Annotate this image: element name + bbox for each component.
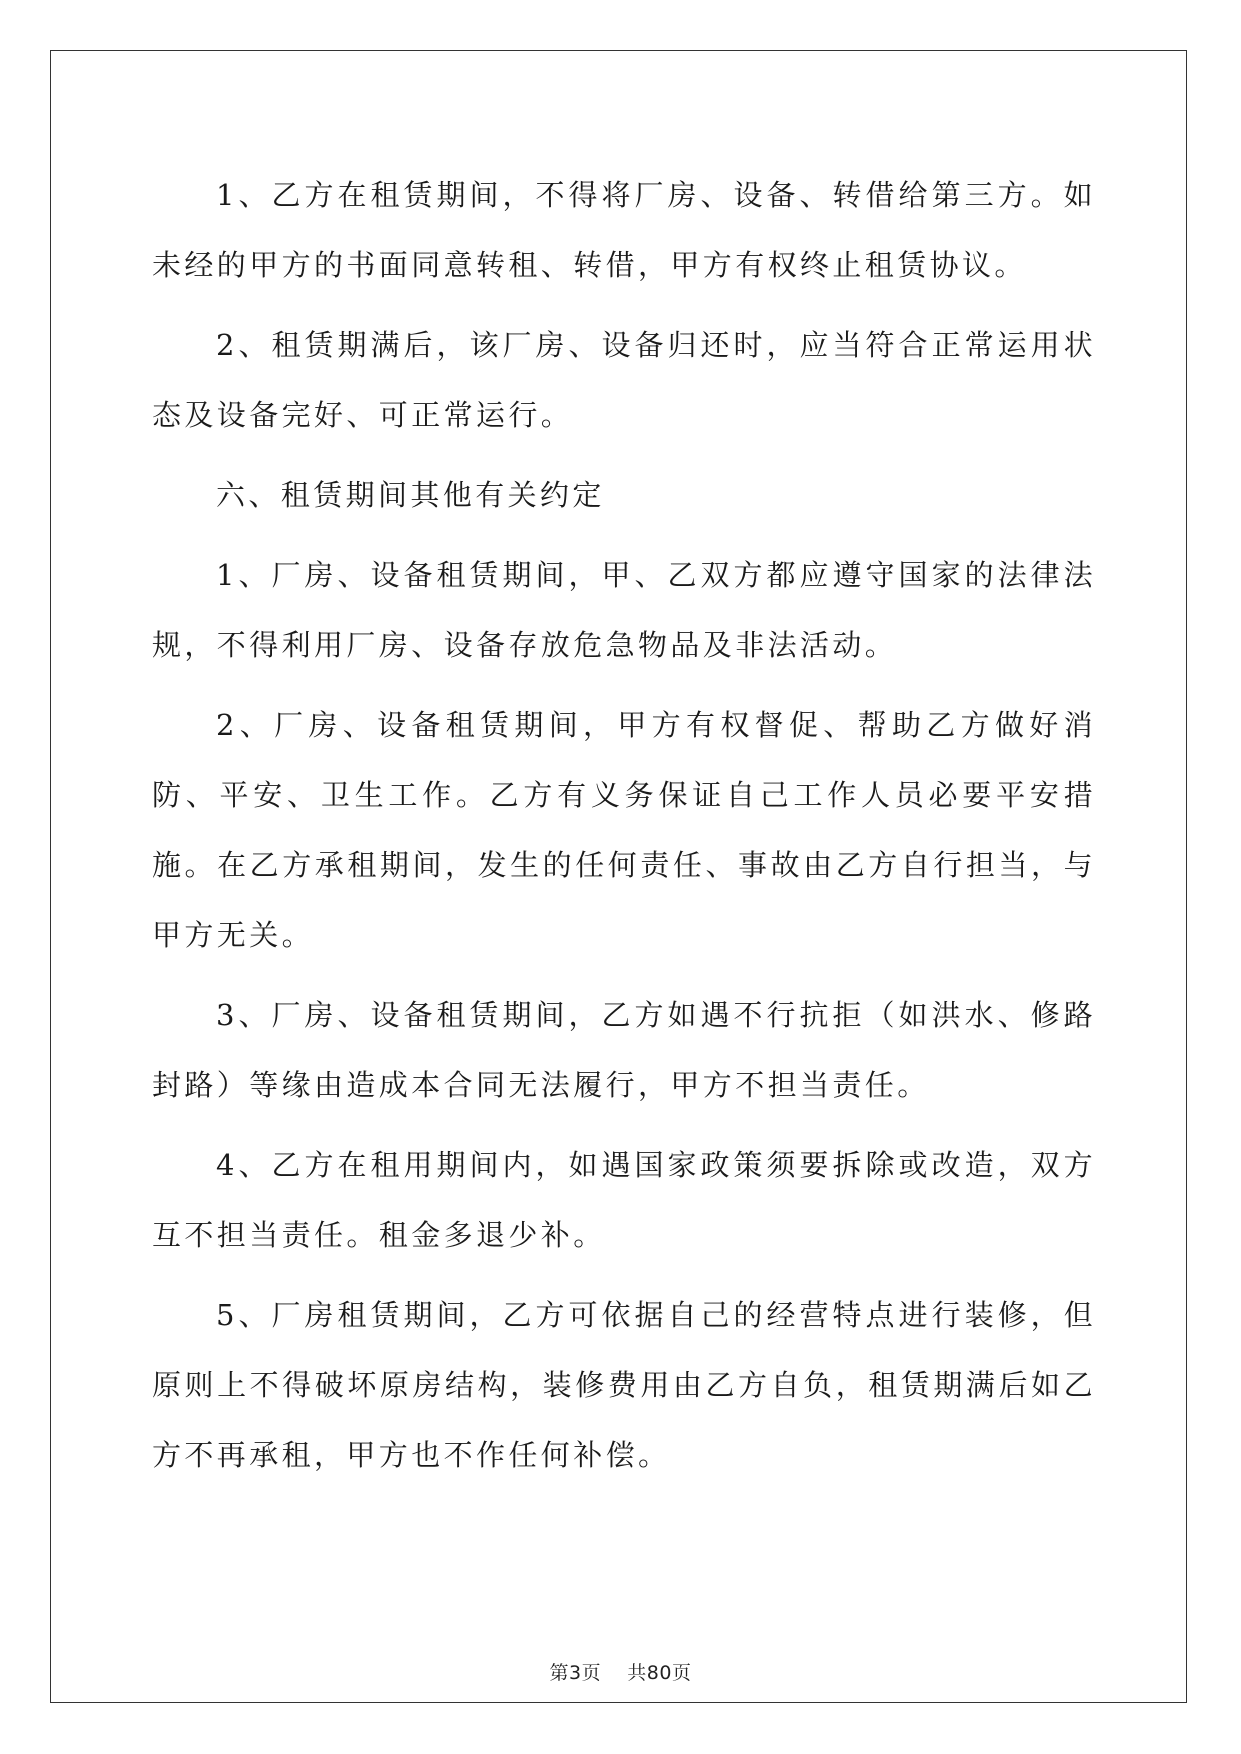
page-number: 第3页 <box>549 1662 602 1684</box>
paragraph: 2、租赁期满后，该厂房、设备归还时，应当符合正常运用状态及设备完好、可正常运行。 <box>152 328 1096 432</box>
paragraph: 3、厂房、设备租赁期间，乙方如遇不行抗拒（如洪水、修路封路）等缘由造成本合同无法履行，甲方不担当责任。 <box>152 998 1096 1102</box>
page-footer <box>0 1658 1241 1685</box>
paragraph: 2、厂房、设备租赁期间，甲方有权督促、帮助乙方做好消防、平安、卫生工作。乙方有义务保证自己工作人员必要平安措施。在乙方承租期间，发生的任何责任、事故由乙方自行担当，与甲方无关。 <box>152 708 1096 952</box>
paragraph: 1、乙方在租赁期间，不得将厂房、设备、转借给第三方。如未经的甲方的书面同意转租、转借，甲方有权终止租赁协议。 <box>152 178 1096 282</box>
paragraph: 1、厂房、设备租赁期间，甲、乙双方都应遵守国家的法律法规，不得利用厂房、设备存放危急物品及非法活动。 <box>152 558 1096 662</box>
paragraph: 5、厂房租赁期间，乙方可依据自己的经营特点进行装修，但原则上不得破坏原房结构，装修费用由乙方自负，租赁期满后如乙方不再承租，甲方也不作任何补偿。 <box>152 1298 1096 1472</box>
page-total: 共80页 <box>627 1662 692 1684</box>
document-body <box>152 160 1096 1500</box>
section-heading: 六、租赁期间其他有关约定 <box>216 478 605 512</box>
paragraph: 4、乙方在租用期间内，如遇国家政策须要拆除或改造，双方互不担当责任。租金多退少补。 <box>152 1148 1096 1252</box>
